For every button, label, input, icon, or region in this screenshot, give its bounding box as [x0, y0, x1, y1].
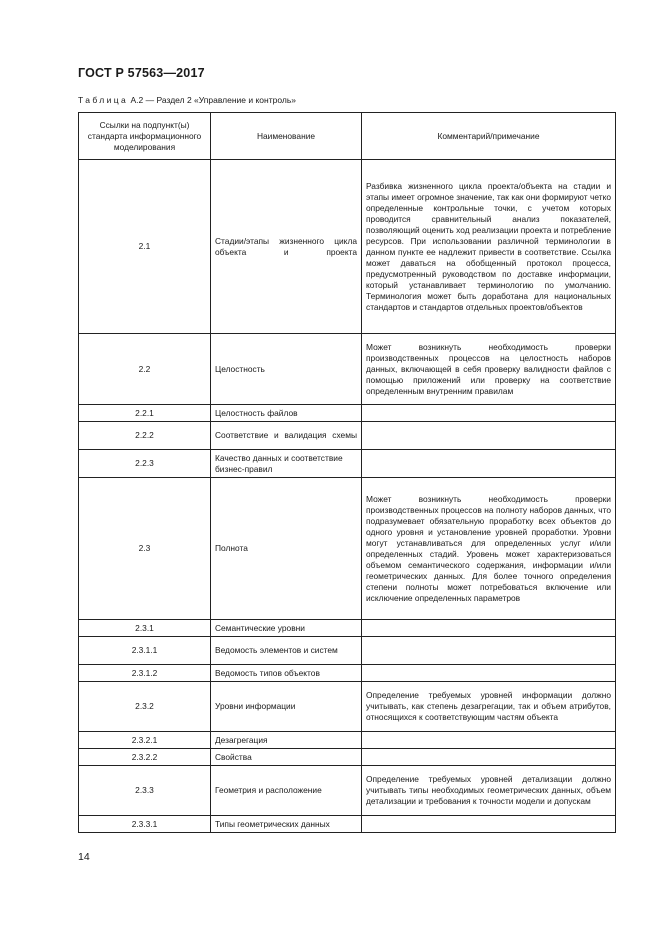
row-name: Свойства [211, 749, 362, 766]
table-header-row [79, 113, 616, 160]
column-header-references: Ссылки на подпункт(ы) стандарта информационного моделирования [79, 113, 211, 160]
column-header-name: Наименование [211, 113, 362, 160]
row-comment: Может возникнуть необходимость проверки производственных процессов на целостность наборов данных, включающей в себя проверку валидности файлов с помощью приложений или проверку на соответствие определенным внутренним правилам [362, 334, 616, 405]
row-name: Стадии/этапы жизненного цикла объекта и проекта [211, 160, 362, 334]
row-name: Ведомость типов объектов [211, 665, 362, 682]
row-comment: Разбивка жизненного цикла проекта/объекта на стадии и этапы имеет огромное значение, так как они формируют четко определенные контрольные точки, с учетом которых проводится сравнительный анализ показателей, позволяющий оценить ход реализации проекта и потребление ресурсов. При использовании различной терминологии в данном пункте ее надлежит привести в соответствие. Ссылка может даваться на обобщенный протокол процесса, предусмотренный руководством по доставке информации, который устанавливает терминологию по умолчанию. Терминология может быть доработана для национальных стандартов и стандартов отдельных проектов/объектов [362, 160, 616, 334]
row-name: Семантические уровни [211, 620, 362, 637]
table-row [79, 334, 616, 405]
table-caption-text: А.2 — Раздел 2 «Управление и контроль» [128, 95, 296, 105]
row-comment: Может возникнуть необходимость проверки производственных процессов на полноту наборов данных, что подразумевает обязательную проработку всех объектов до одного уровня и установление уровней проработки. Уровни могут устанавливаться для определенных услуг и/или определенных стадий. Уровень может характеризоваться объемом семантического содержания, информации и/или геометрических данных. Для более точного определения степени полноты может потребоваться включение или исключение определенных параметров [362, 478, 616, 620]
row-reference: 2.2.1 [79, 405, 211, 422]
table-row [79, 405, 616, 422]
row-name: Дезагрегация [211, 732, 362, 749]
row-comment [362, 637, 616, 665]
row-name: Целостность файлов [211, 405, 362, 422]
row-comment [362, 450, 616, 478]
table-row [79, 450, 616, 478]
row-name: Целостность [211, 334, 362, 405]
row-reference: 2.3.1.2 [79, 665, 211, 682]
row-reference: 2.3.2.2 [79, 749, 211, 766]
table-row [79, 160, 616, 334]
row-reference: 2.1 [79, 160, 211, 334]
row-reference: 2.3.1.1 [79, 637, 211, 665]
table-row [79, 682, 616, 732]
row-comment [362, 816, 616, 833]
table-row [79, 620, 616, 637]
table-row [79, 637, 616, 665]
table-caption [78, 95, 296, 105]
row-comment [362, 422, 616, 450]
row-name: Типы геометрических данных [211, 816, 362, 833]
row-reference: 2.3 [79, 478, 211, 620]
table-row [79, 422, 616, 450]
row-name: Ведомость элементов и систем [211, 637, 362, 665]
row-reference: 2.3.2 [79, 682, 211, 732]
row-comment: Определение требуемых уровней информации должно учитывать, как степень дезагрегации, так и объем атрибутов, относящихся к соответствующим частям объекта [362, 682, 616, 732]
document-title: ГОСТ Р 57563—2017 [78, 66, 205, 80]
row-name: Соответствие и валидация схемы [211, 422, 362, 450]
row-reference: 2.2.3 [79, 450, 211, 478]
table-row [79, 749, 616, 766]
column-header-comment: Комментарий/примечание [362, 113, 616, 160]
row-reference: 2.2 [79, 334, 211, 405]
row-comment [362, 405, 616, 422]
row-comment [362, 665, 616, 682]
table-row [79, 816, 616, 833]
table-row [79, 766, 616, 816]
row-reference: 2.3.3 [79, 766, 211, 816]
row-name: Геометрия и расположение [211, 766, 362, 816]
standards-table [78, 112, 616, 833]
table-row [79, 665, 616, 682]
row-name: Качество данных и соответствие бизнес-правил [211, 450, 362, 478]
row-reference: 2.3.2.1 [79, 732, 211, 749]
row-reference: 2.2.2 [79, 422, 211, 450]
table-caption-label: Таблица [78, 95, 129, 105]
table-row [79, 732, 616, 749]
row-comment [362, 732, 616, 749]
row-name: Полнота [211, 478, 362, 620]
row-comment [362, 749, 616, 766]
row-comment [362, 620, 616, 637]
table-row [79, 478, 616, 620]
row-reference: 2.3.3.1 [79, 816, 211, 833]
row-reference: 2.3.1 [79, 620, 211, 637]
page-number: 14 [78, 851, 90, 863]
row-comment: Определение требуемых уровней детализации должно учитывать типы необходимых геометрических данных, объем детализации и требования к точности модели и допускам [362, 766, 616, 816]
row-name: Уровни информации [211, 682, 362, 732]
